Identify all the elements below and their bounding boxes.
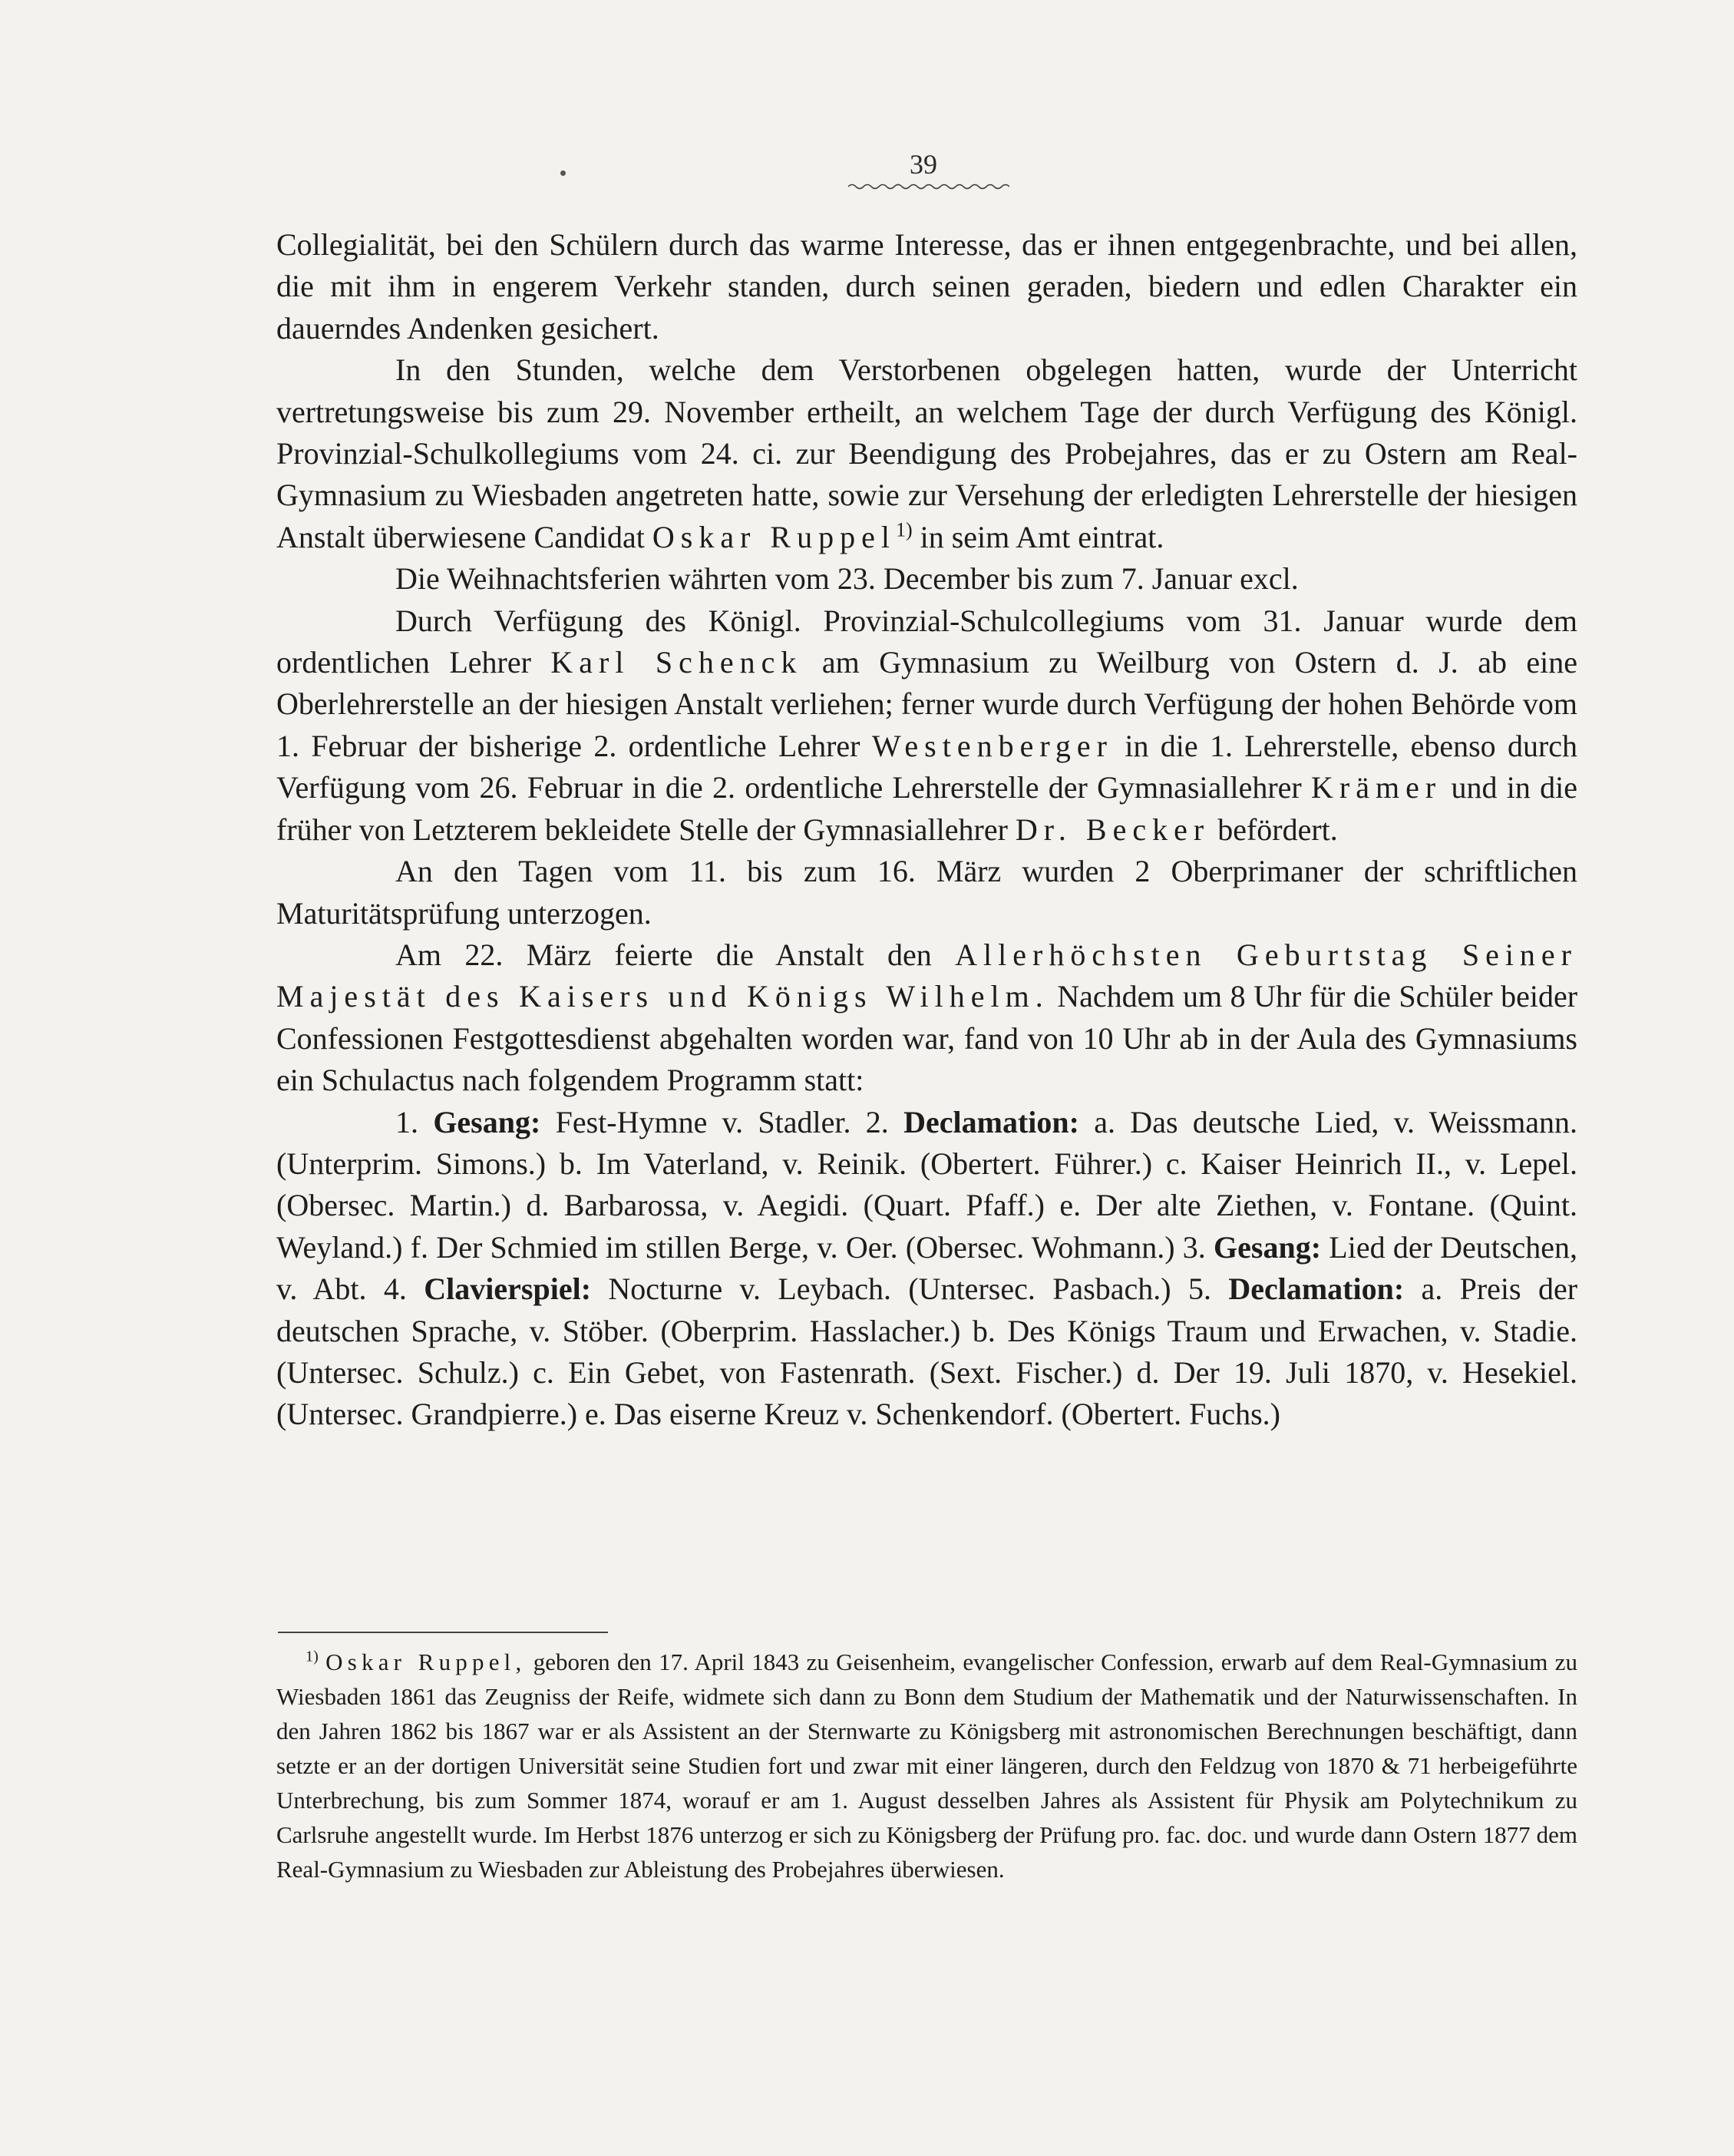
wavy-ornament-rule [848,182,1009,190]
text-run: Nachdem um 8 Uhr für die Schüler beider Confessionen Festgottesdienst abgehalten worden war, fand von 10 Uhr ab in der Aula des Gymnasiums ein Schulactus nach folgendem Programm statt: [276,979,1578,1098]
program-number: 1. [395,1104,418,1139]
program-number: 2. [865,1104,889,1139]
text-run: am Gymnasium zu Weilburg von Ostern d. J. ab eine Oberlehrerstelle an der hiesigen Anstalt verliehen; ferner wurde durch Verfügung der hohen Behörde vom 1. Februar der bisherige 2. ordentliche Lehrer [276,645,1578,763]
text-run: und in die früher von Letzterem bekleidete Stelle der Gymnasiallehrer [276,770,1578,847]
footnote-body: geboren den 17. April 1843 zu Geisenheim, evangelischer Confession, erwarb auf dem Real-Gymnasium zu Wiesbaden 1861 das Zeugniss der Reife, widmete sich dann zu Bonn dem Studium der Mathematik und der Naturwissenschaften. In den Jahren 1862 bis 1867 war er als Assistent an der Sternwarte zu Königsberg mit astronomischen Berechnungen beschäftigt, dann setzte er an der dortigen Universität seine Studien fort und zwar mit einer längeren, durch den Feldzug von 1870 & 71 herbeigeführte Unterbrechung, bis zum Sommer 1874, worauf er am 1. August desselben Jahres als Assistent für Physik am Polytechnikum zu Carlsruhe angestellt wurde. Im Herbst 1876 unterzog er sich zu Königsberg der Prüfung pro. fac. doc. und wurde dann Ostern 1877 dem Real-Gymnasium zu Wiesbaden zur Ableistung des Probejahres überwiesen. [276,1648,1578,1883]
person-name: Oskar Ruppel, [325,1648,527,1675]
footnote-reference: 1) [895,518,913,541]
program-text: Nocturne v. Leybach. (Untersec. Pasbach.) [608,1271,1171,1307]
paragraph [276,349,1577,558]
person-name: Westenberger [871,728,1113,763]
program-number: 5. [1187,1271,1211,1307]
emphasized-title: Allerhöchsten Geburtstag Seiner Majestät des Kaisers und Königs Wilhelm. [276,937,1578,1014]
paragraph [276,934,1577,1102]
program-paragraph [276,1102,1577,1436]
program-heading: Declamation: [1228,1271,1405,1307]
person-name: Oskar Ruppel [652,519,896,554]
program-heading: Declamation: [903,1104,1079,1139]
program-heading: Clavierspiel: [424,1271,592,1307]
program-heading: Gesang: [433,1104,541,1139]
person-name: Dr. Becker [1015,812,1210,847]
text-run: in seim Amt eintrat. [920,519,1164,554]
body-text [276,224,1577,1436]
text-run: In den Stunden, welche dem Verstorbenen obgelegen hatten, wurde der Unterricht vertretungsweise bis zum 29. November ertheilt, an welchem Tage der durch Verfügung des Königl. Provinzial-Schulkollegiums vom 24. ci. zur Beendigung des Probejahres, das er zu Ostern am Real-Gymnasium zu Wiesbaden angetreten hatte, sowie zur Versehung der erledigten Lehrerstelle der hiesigen Anstalt überwiesene Candidat [276,352,1577,554]
paragraph: An den Tagen vom 11. bis zum 16. März wurden 2 Oberprimaner der schriftlichen Maturitätsprüfung unterzogen. [276,854,1577,931]
footnote-text [276,1645,1577,1886]
program-number: 3. [1182,1229,1206,1265]
text-run: befördert. [1217,812,1338,847]
paragraph: Die Weihnachtsferien währten vom 23. December bis zum 7. Januar excl. [395,561,1299,597]
text-run: Durch Verfügung des Königl. Provinzial-Schulcollegiums vom 31. Januar wurde dem ordentlichen Lehrer [276,603,1577,680]
program-heading: Gesang: [1214,1229,1322,1265]
program-number: 4. [383,1271,407,1307]
print-speck [560,170,566,176]
footnote-divider [278,1632,608,1633]
text-run: Am 22. März feierte die Anstalt den [395,937,932,972]
paragraph: Collegialität, bei den Schülern durch das warme Interesse, das er ihnen entgegenbrachte, und bei allen, die mit ihm in engerem Verkehr standen, durch seinen geraden, biedern und edlen Charakter ein dauerndes Andenken gesichert. [276,227,1577,346]
program-text: a. Das deutsche Lied, v. Weissmann. (Unterprim. Simons.) b. Im Vaterland, v. Reinik. (Obertert. Führer.) c. Kaiser Heinrich II., v. Lepel. (Obersec. Martin.) d. Barbarossa, v. Aegidi. (Quart. Pfaff.) e. Der alte Ziethen, v. Fontane. (Quint. Weyland.) f. Der Schmied im stillen Berge, v. Oer. (Obersec. Wohmann.) [276,1104,1578,1265]
text-run: in die 1. Lehrerstelle, ebenso durch Verfügung vom 26. Februar in die 2. ordentliche Lehrerstelle der Gymnasiallehrer [276,728,1578,805]
paragraph [276,600,1577,851]
footnote-marker: 1) [306,1648,319,1665]
page-number: 39 [910,149,937,180]
person-name: Karl Schenck [550,645,803,680]
footnote [276,1645,1577,1886]
program-text: a. Preis der deutschen Sprache, v. Stöber. (Oberprim. Hasslacher.) b. Des Königs Traum und Erwachen, v. Stadie. (Untersec. Schulz.) c. Ein Gebet, von Fastenrath. (Sext. Fischer.) d. Der 19. Juli 1870, v. Hesekiel. (Untersec. Grandpierre.) e. Das eiserne Kreuz v. Schenkendorf. (Obertert. Fuchs.) [276,1271,1578,1432]
program-text: Lied der Deutschen, v. Abt. [276,1229,1577,1307]
program-text: Fest-Hymne v. Stadler. [555,1104,851,1139]
person-name: Krämer [1311,770,1442,805]
